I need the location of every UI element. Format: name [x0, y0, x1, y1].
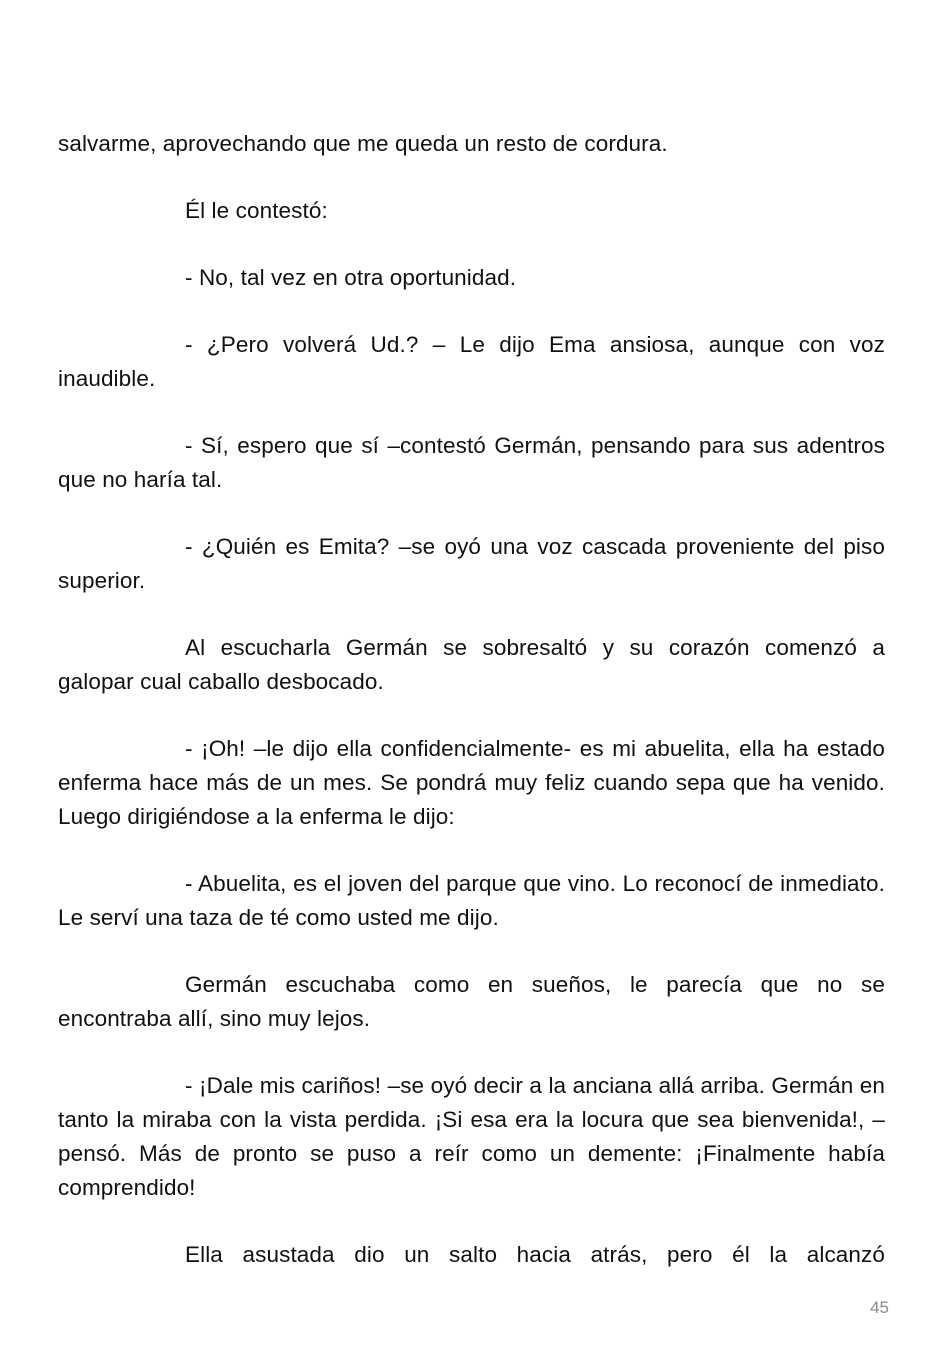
page-number: 45 [870, 1298, 889, 1317]
paragraph-4: - ¿Pero volverá Ud.? – Le dijo Ema ansiosa, aunque con voz inaudible. [58, 332, 885, 391]
paragraph-7: Al escucharla Germán se sobresaltó y su corazón comenzó a galopar cual caballo desbocado. [58, 635, 885, 694]
paragraph-1: salvarme, aprovechando que me queda un resto de cordura. [58, 131, 668, 156]
paragraph-2: Él le contestó: [185, 198, 328, 223]
page-body [58, 127, 885, 1305]
paragraph-8: - ¡Oh! –le dijo ella confidencialmente- es mi abuelita, ella ha estado enferma hace más de un mes. Se pondrá muy feliz cuando sepa que ha venido. Luego dirigiéndose a la enferma le dijo: [58, 736, 885, 829]
paragraph-5: - Sí, espero que sí –contestó Germán, pensando para sus adentros que no haría tal. [58, 433, 885, 492]
paragraph-6: - ¿Quién es Emita? –se oyó una voz cascada proveniente del piso superior. [58, 534, 885, 593]
paragraph-11: - ¡Dale mis cariños! –se oyó decir a la anciana allá arriba. Germán en tanto la miraba con la vista perdida. ¡Si esa era la locura que sea bienvenida!, –pensó. Más de pronto se puso a reír como un demente: ¡Finalmente había comprendido! [58, 1073, 885, 1200]
paragraph-12: Ella asustada dio un salto hacia atrás, pero él la alcanzó [185, 1242, 885, 1267]
paragraph-9: - Abuelita, es el joven del parque que vino. Lo reconocí de inmediato. Le serví una taza de té como usted me dijo. [58, 871, 885, 930]
paragraph-3: - No, tal vez en otra oportunidad. [185, 265, 517, 290]
paragraph-10: Germán escuchaba como en sueños, le parecía que no se encontraba allí, sino muy lejos. [58, 972, 885, 1031]
